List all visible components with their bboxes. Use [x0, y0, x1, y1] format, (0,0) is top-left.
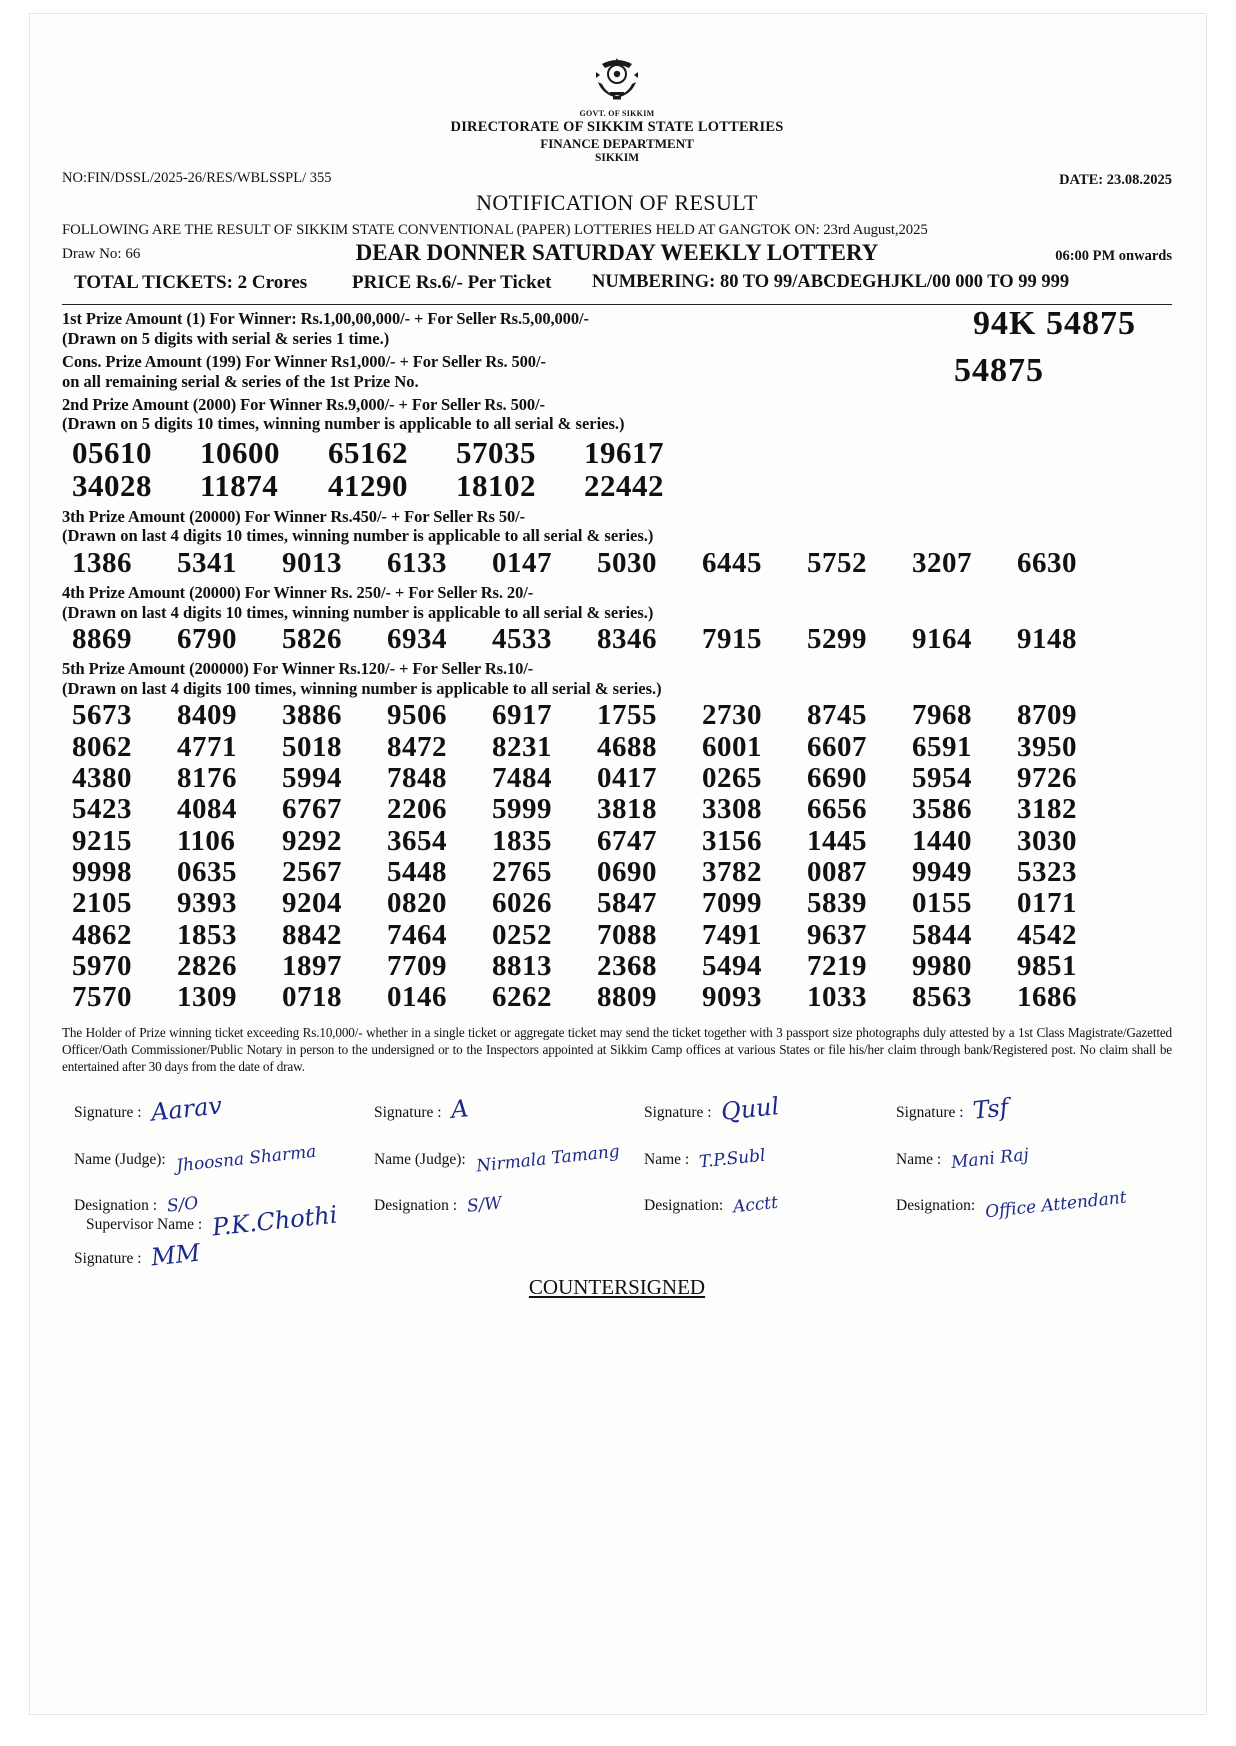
prize-number: 8869 — [72, 623, 132, 656]
name-handwriting-col3: T.P.Subl — [698, 1145, 767, 1173]
signature-handwriting-col4: Tsf — [972, 1093, 1011, 1126]
prize-number: 05610 — [72, 434, 152, 470]
consolation-sub: on all remaining serial & series of the 1st Prize No. — [62, 371, 419, 391]
prize-number: 0146 — [387, 981, 447, 1014]
claim-instructions: The Holder of Prize winning ticket exceeding Rs.10,000/- whether in a single ticket or aggregate ticket may send the ticket together with 3 passport size photographs duly attested by a 1st Class Magistrate/Gazetted Officer/Oath Commissioner/Public Notary in person to the undersigned or to the Inspectors appointed at Sikkim Camp offices at various States or file his/her claim through bank/Registered post. No claim shall be entertained after 30 days from the date of draw. — [62, 1025, 1172, 1074]
prize-number: 4533 — [492, 623, 552, 656]
prize-number: 4084 — [177, 793, 237, 826]
name-row-col2 — [374, 1141, 644, 1177]
first-prize-heading: 1st Prize Amount (1) For Winner: Rs.1,00,00,000/- + For Seller Rs.5,00,000/- — [62, 309, 589, 329]
prize-number: 2765 — [492, 855, 552, 888]
designation-handwriting-col2: S/W — [466, 1193, 503, 1218]
prize-number: 9393 — [177, 887, 237, 920]
prize-number: 5826 — [282, 623, 342, 656]
prize-number: 3156 — [702, 824, 762, 857]
prize-number: 5673 — [72, 699, 132, 732]
prize-number: 10600 — [200, 434, 280, 470]
prize-number: 1853 — [177, 918, 237, 951]
prize-number: 6790 — [177, 623, 237, 656]
fourth-prize-block — [62, 583, 1172, 655]
signature-row-col2 — [374, 1095, 644, 1123]
prize-number: 4380 — [72, 761, 132, 794]
prize-number: 8409 — [177, 699, 237, 732]
fifth-prize-sub: (Drawn on last 4 digits 100 times, winning number is applicable to all serial & series.) — [62, 678, 662, 698]
designation-row-col4 — [896, 1187, 1172, 1223]
designation-label-1: Designation : — [74, 1197, 158, 1215]
numbering-range: NUMBERING: 80 TO 99/ABCDEGHJKL/00 000 TO 99 999 — [592, 272, 1070, 293]
prize-number: 1440 — [912, 824, 972, 857]
prize-number: 6607 — [807, 730, 867, 763]
prize-number: 0417 — [597, 761, 657, 794]
prize-number: 5752 — [807, 546, 867, 579]
prize-number: 8563 — [912, 981, 972, 1014]
prize-number: 6656 — [807, 793, 867, 826]
prize-number: 3886 — [282, 699, 342, 732]
prize-number: 7099 — [702, 887, 762, 920]
second-prize-block — [62, 395, 1172, 503]
prize-number: 2105 — [72, 887, 132, 920]
prize-number: 9980 — [912, 949, 972, 982]
fifth-prize-heading: 5th Prize Amount (200000) For Winner Rs.120/- + For Seller Rs.10/- — [62, 659, 534, 679]
prize-number: 2368 — [597, 949, 657, 982]
signature-label-col3: Signature : — [644, 1104, 712, 1122]
name-row-col4 — [896, 1145, 1172, 1174]
prize-number: 3782 — [702, 855, 762, 888]
name-label-col2: Name (Judge): — [374, 1151, 466, 1169]
signature-row-col3 — [644, 1092, 896, 1127]
third-prize-numbers — [72, 548, 1172, 579]
prize-number: 0252 — [492, 918, 552, 951]
prize-number: 9215 — [72, 824, 132, 857]
prize-number: 0171 — [1017, 887, 1077, 920]
second-prize-heading: 2nd Prize Amount (2000) For Winner Rs.9,000/- + For Seller Rs. 500/- — [62, 395, 545, 414]
prize-number: 0147 — [492, 546, 552, 579]
totals-row — [62, 272, 1172, 302]
name-label-col4: Name : — [896, 1151, 942, 1169]
prize-number: 8809 — [597, 981, 657, 1014]
prize-number: 5018 — [282, 730, 342, 763]
prize-number: 19617 — [584, 434, 664, 470]
prize-number: 6133 — [387, 546, 447, 579]
prize-number: 1386 — [72, 546, 132, 579]
prize-number: 1897 — [282, 949, 342, 982]
prize-number: 7915 — [702, 623, 762, 656]
prize-number: 5970 — [72, 949, 132, 982]
prize-number: 9949 — [912, 855, 972, 888]
prize-number: 0087 — [807, 855, 867, 888]
prize-number: 3654 — [387, 824, 447, 857]
signature-row-1 — [74, 1091, 374, 1127]
designation-label-col3: Designation: — [644, 1197, 724, 1215]
prize-number: 9637 — [807, 918, 867, 951]
prize-number: 5341 — [177, 546, 237, 579]
first-prize-number: 94K 54875 — [973, 305, 1136, 343]
prize-number: 41290 — [328, 468, 408, 504]
prize-number: 5954 — [912, 761, 972, 794]
prize-number: 7570 — [72, 981, 132, 1014]
prize-number: 1309 — [177, 981, 237, 1014]
designation-label-col2: Designation : — [374, 1197, 458, 1215]
state-line: SIKKIM — [594, 152, 640, 165]
prize-number: 7088 — [597, 918, 657, 951]
signature-handwriting-1: Aarav — [150, 1091, 224, 1127]
draw-row — [62, 240, 1172, 268]
signature-label-col2: Signature : — [374, 1104, 442, 1122]
reference-row — [62, 170, 1172, 192]
prize-number: 3030 — [1017, 824, 1077, 857]
name-handwriting-col4: Mani Raj — [950, 1145, 1030, 1174]
total-tickets: TOTAL TICKETS: 2 Crores — [74, 272, 308, 294]
prize-number: 3586 — [912, 793, 972, 826]
prize-number: 8745 — [807, 699, 867, 732]
prize-number: 7709 — [387, 949, 447, 982]
paper-sheet — [30, 14, 1206, 1714]
prize-number: 3950 — [1017, 730, 1077, 763]
signature-label-1: Signature : — [74, 1104, 142, 1122]
prize-number: 7491 — [702, 918, 762, 951]
designation-label-col4: Designation: — [896, 1197, 976, 1215]
prize-number: 6767 — [282, 793, 342, 826]
signature-row-col4 — [896, 1093, 1172, 1126]
prize-number: 1445 — [807, 824, 867, 857]
signature-label-2: Signature : — [74, 1250, 142, 1268]
first-prize-block — [62, 305, 1172, 348]
prize-number: 7968 — [912, 699, 972, 732]
prize-number: 8813 — [492, 949, 552, 982]
prize-number: 5323 — [1017, 855, 1077, 888]
signature-column-2 — [374, 1095, 644, 1241]
prize-number: 7848 — [387, 761, 447, 794]
prize-number: 2206 — [387, 793, 447, 826]
signature-handwriting-col2: A — [450, 1094, 471, 1125]
name-row-1 — [74, 1142, 374, 1177]
prize-number: 6591 — [912, 730, 972, 763]
prize-number: 0690 — [597, 855, 657, 888]
lottery-name: DEAR DONNER SATURDAY WEEKLY LOTTERY — [355, 240, 879, 266]
supervisor-handwriting: P.K.Chothi — [210, 1200, 339, 1242]
draw-time: 06:00 PM onwards — [1055, 248, 1172, 265]
consolation-heading: Cons. Prize Amount (199) For Winner Rs1,000/- + For Seller Rs. 500/- — [62, 352, 546, 372]
name-label-1: Name (Judge): — [74, 1151, 166, 1169]
designation-row-col3 — [644, 1193, 896, 1218]
prize-number: 5994 — [282, 761, 342, 794]
fifth-prize-block — [62, 659, 1172, 1013]
prize-number: 5844 — [912, 918, 972, 951]
directorate-line: DIRECTORATE OF SIKKIM STATE LOTTERIES — [450, 119, 784, 135]
prize-number: 6001 — [702, 730, 762, 763]
designation-row-col2 — [374, 1193, 644, 1218]
prize-number: 2730 — [702, 699, 762, 732]
prize-number: 6690 — [807, 761, 867, 794]
prize-number: 2826 — [177, 949, 237, 982]
prize-number: 5847 — [597, 887, 657, 920]
prize-number: 1686 — [1017, 981, 1077, 1014]
prize-number: 9506 — [387, 699, 447, 732]
prize-number: 4771 — [177, 730, 237, 763]
ticket-price: PRICE Rs.6/- Per Ticket — [352, 272, 552, 294]
prize-number: 6630 — [1017, 546, 1077, 579]
draw-number: Draw No: 66 — [62, 246, 141, 263]
signature-handwriting-col3: Quul — [720, 1092, 782, 1127]
prize-number: 8346 — [597, 623, 657, 656]
third-prize-block — [62, 507, 1172, 579]
prize-number: 9851 — [1017, 949, 1077, 982]
emblem-container — [62, 54, 1172, 111]
signature-area — [62, 1091, 1172, 1305]
signature-label-col4: Signature : — [896, 1104, 964, 1122]
prize-number: 9292 — [282, 824, 342, 857]
designation-handwriting-col3: Acctt — [732, 1193, 780, 1218]
prize-number: 6026 — [492, 887, 552, 920]
prize-number: 0155 — [912, 887, 972, 920]
prize-number: 4862 — [72, 918, 132, 951]
third-prize-sub: (Drawn on last 4 digits 10 times, winning number is applicable to all serial & series.) — [62, 526, 654, 546]
prize-number: 57035 — [456, 434, 536, 470]
department-line: FINANCE DEPARTMENT — [540, 136, 694, 152]
second-prize-numbers — [72, 436, 1172, 503]
signature-column-3 — [644, 1092, 896, 1241]
prize-number: 4542 — [1017, 918, 1077, 951]
prize-number: 8709 — [1017, 699, 1077, 732]
prize-number: 5839 — [807, 887, 867, 920]
prize-number: 0265 — [702, 761, 762, 794]
designation-handwriting-col4: Office Attendant — [984, 1187, 1128, 1223]
prize-number: 18102 — [456, 468, 536, 504]
consolation-prize-block — [62, 352, 1172, 391]
prize-number: 3182 — [1017, 793, 1077, 826]
result-statement: FOLLOWING ARE THE RESULT OF SIKKIM STATE CONVENTIONAL (PAPER) LOTTERIES HELD AT GANGTOK ON: 23rd August,2025 — [62, 222, 928, 239]
prize-number: 9204 — [282, 887, 342, 920]
prize-number: 3207 — [912, 546, 972, 579]
prize-number: 5423 — [72, 793, 132, 826]
designation-handwriting-1: S/O — [166, 1193, 200, 1217]
fourth-prize-sub: (Drawn on last 4 digits 10 times, winning number is applicable to all serial & series.) — [62, 602, 654, 622]
reference-number: NO:FIN/DSSL/2025-26/RES/WBLSSPL/ 355 — [62, 170, 332, 187]
prize-number: 1106 — [177, 824, 236, 857]
name-label-col3: Name : — [644, 1151, 690, 1169]
prize-number: 1033 — [807, 981, 867, 1014]
prize-number: 6934 — [387, 623, 447, 656]
countersigned-label: COUNTERSIGNED — [528, 1275, 706, 1300]
document-date: DATE: 23.08.2025 — [1059, 172, 1172, 189]
supervisor-label: Supervisor Name : — [86, 1216, 203, 1234]
name-handwriting-1: Jhoosna Sharma — [174, 1142, 317, 1177]
prize-number: 6262 — [492, 981, 552, 1014]
signature-row-2 — [74, 1238, 374, 1272]
prize-number: 11874 — [200, 468, 279, 504]
prize-number: 8842 — [282, 918, 342, 951]
prize-number: 6747 — [597, 824, 657, 857]
prize-number: 65162 — [328, 434, 408, 470]
prize-number: 9726 — [1017, 761, 1077, 794]
prize-number: 9164 — [912, 623, 972, 656]
first-prize-sub: (Drawn on 5 digits with serial & series 1 time.) — [62, 328, 390, 348]
prize-number: 7464 — [387, 918, 447, 951]
prize-number: 5030 — [597, 546, 657, 579]
prize-number: 4688 — [597, 730, 657, 763]
prize-number: 5299 — [807, 623, 867, 656]
name-handwriting-col2: Nirmala Tamang — [474, 1141, 621, 1177]
prize-number: 5494 — [702, 949, 762, 982]
sikkim-emblem-icon — [590, 54, 644, 106]
fourth-prize-heading: 4th Prize Amount (20000) For Winner Rs. 250/- + For Seller Rs. 20/- — [62, 583, 534, 603]
prize-number: 5999 — [492, 793, 552, 826]
prize-number: 22442 — [584, 468, 664, 504]
prize-number: 5448 — [387, 855, 447, 888]
govt-label: GOVT. OF SIKKIM — [579, 109, 655, 118]
signature-handwriting-2: MM — [150, 1238, 202, 1272]
prize-number: 9093 — [702, 981, 762, 1014]
second-prize-sub: (Drawn on 5 digits 10 times, winning number is applicable to all serial & series.) — [62, 414, 625, 434]
document-content — [62, 54, 1172, 1305]
signature-column-1 — [74, 1091, 374, 1295]
prize-number: 8062 — [72, 730, 132, 763]
prize-number: 7484 — [492, 761, 552, 794]
prize-number: 8231 — [492, 730, 552, 763]
prize-number: 6445 — [702, 546, 762, 579]
consolation-number: 54875 — [954, 352, 1044, 390]
prize-number: 9998 — [72, 855, 132, 888]
prize-number: 8176 — [177, 761, 237, 794]
notification-title: NOTIFICATION OF RESULT — [476, 190, 758, 216]
prize-number: 8472 — [387, 730, 447, 763]
prize-number: 7219 — [807, 949, 867, 982]
signature-column-4 — [896, 1095, 1172, 1241]
prize-number: 1755 — [597, 699, 657, 732]
prize-number: 34028 — [72, 468, 152, 504]
fourth-prize-numbers — [72, 624, 1172, 655]
prize-number: 1835 — [492, 824, 552, 857]
prize-number: 6917 — [492, 699, 552, 732]
prize-number: 9013 — [282, 546, 342, 579]
prize-number: 0718 — [282, 981, 342, 1014]
prize-number: 3308 — [702, 793, 762, 826]
fifth-prize-numbers — [72, 700, 1172, 1013]
third-prize-heading: 3th Prize Amount (20000) For Winner Rs.450/- + For Seller Rs 50/- — [62, 506, 526, 526]
name-row-col3 — [644, 1145, 896, 1173]
prize-number: 0820 — [387, 887, 447, 920]
prize-number: 3818 — [597, 793, 657, 826]
prize-number: 9148 — [1017, 623, 1077, 656]
prize-number: 2567 — [282, 855, 342, 888]
prize-number: 0635 — [177, 855, 237, 888]
